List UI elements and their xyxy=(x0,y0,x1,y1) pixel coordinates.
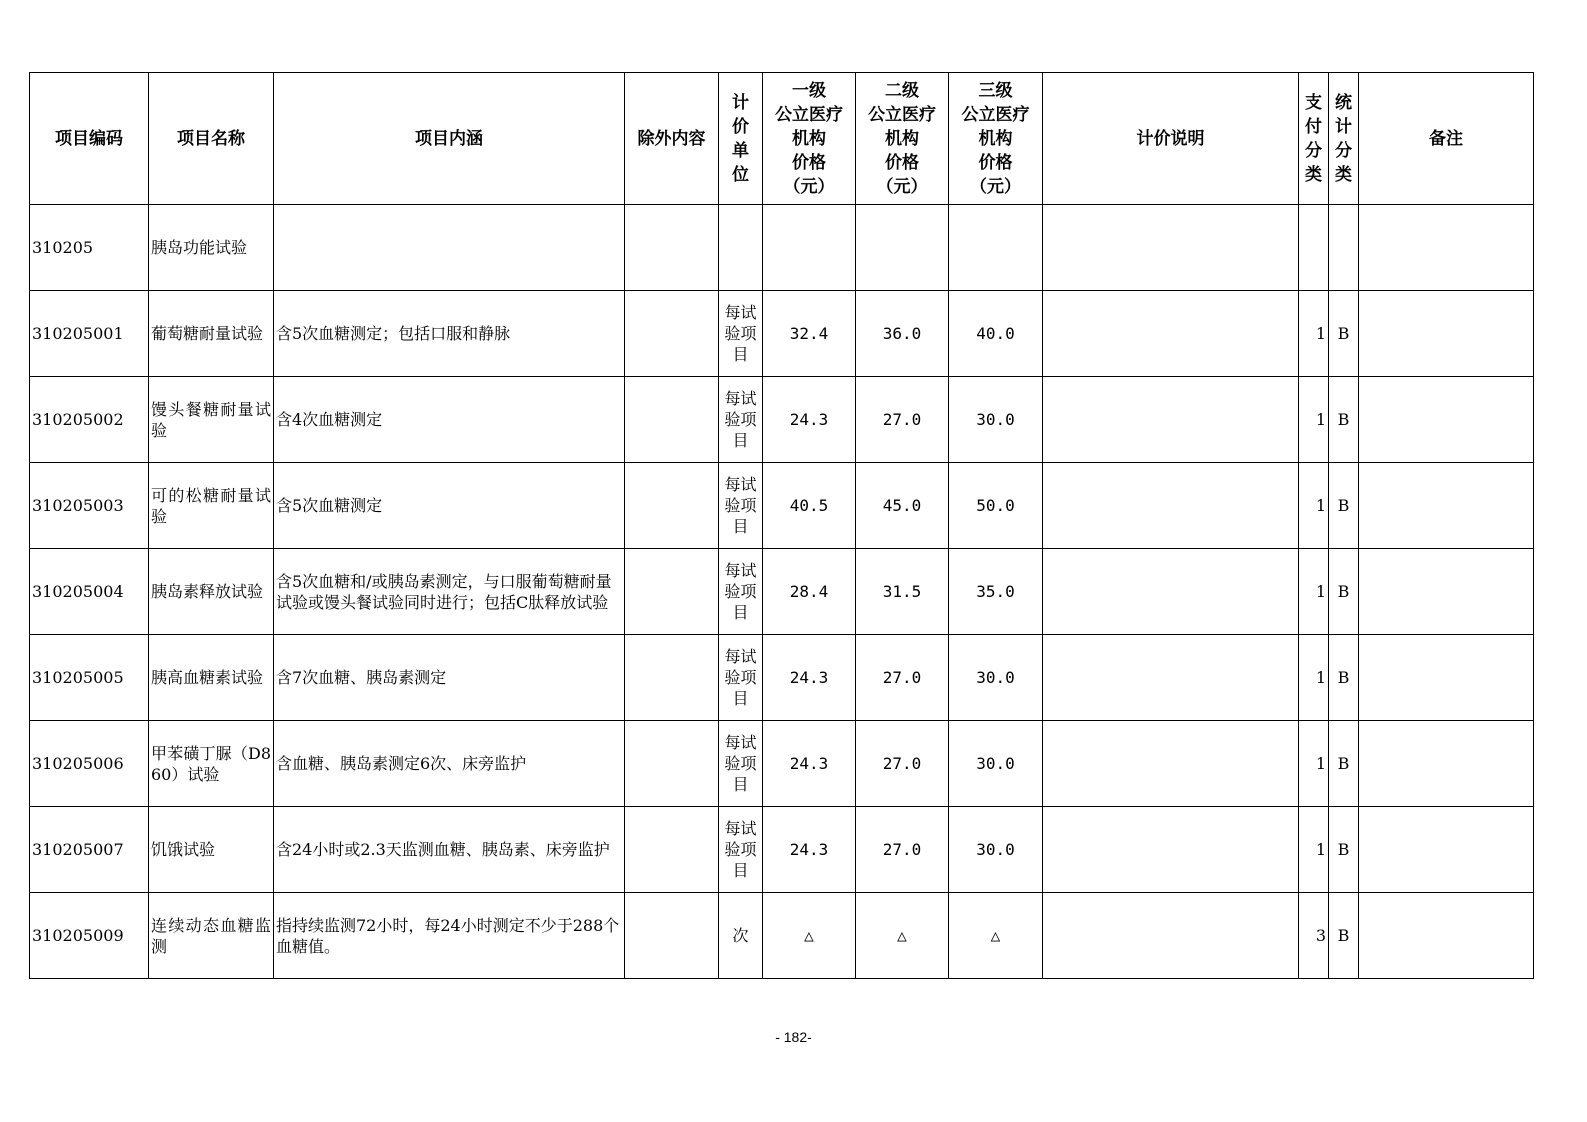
header-pricing-note: 计价说明 xyxy=(1043,73,1299,205)
cell-name: 可的松糖耐量试验 xyxy=(149,463,274,549)
cell-code: 310205004 xyxy=(30,549,149,635)
cell-name: 甲苯磺丁脲（D860）试验 xyxy=(149,721,274,807)
cell-pricing-note xyxy=(1043,893,1299,979)
cell-name: 胰岛功能试验 xyxy=(149,205,274,291)
cell-price-level2: 45.0 xyxy=(856,463,949,549)
cell-remark xyxy=(1359,549,1534,635)
cell-content: 指持续监测72小时，每24小时测定不少于288个血糖值。 xyxy=(274,893,625,979)
cell-content: 含4次血糖测定 xyxy=(274,377,625,463)
cell-remark xyxy=(1359,893,1534,979)
table-row xyxy=(30,807,1534,893)
table-row xyxy=(30,463,1534,549)
cell-remark xyxy=(1359,463,1534,549)
cell-content: 含5次血糖测定；包括口服和静脉 xyxy=(274,291,625,377)
cell-price-level1: 24.3 xyxy=(763,807,856,893)
cell-pricing-note xyxy=(1043,721,1299,807)
cell-price-level3: 30.0 xyxy=(949,721,1043,807)
cell-price-level1 xyxy=(763,205,856,291)
cell-remark xyxy=(1359,205,1534,291)
header-payment-category: 支 付 分 类 xyxy=(1299,73,1329,205)
cell-exclusion xyxy=(625,721,719,807)
cell-remark xyxy=(1359,291,1534,377)
cell-pricing-note xyxy=(1043,635,1299,721)
cell-price-level1: △ xyxy=(763,893,856,979)
table-row xyxy=(30,549,1534,635)
cell-content xyxy=(274,205,625,291)
cell-name: 连续动态血糖监测 xyxy=(149,893,274,979)
cell-code: 310205006 xyxy=(30,721,149,807)
header-remark: 备注 xyxy=(1359,73,1534,205)
cell-payment-category: 3 xyxy=(1299,893,1329,979)
cell-pricing-note xyxy=(1043,549,1299,635)
cell-price-level2: 27.0 xyxy=(856,635,949,721)
header-content: 项目内涵 xyxy=(274,73,625,205)
cell-code: 310205007 xyxy=(30,807,149,893)
cell-price-level2: 27.0 xyxy=(856,807,949,893)
cell-exclusion xyxy=(625,205,719,291)
cell-code: 310205001 xyxy=(30,291,149,377)
cell-price-level3: 35.0 xyxy=(949,549,1043,635)
cell-unit: 每试验项目 xyxy=(719,635,763,721)
cell-remark xyxy=(1359,721,1534,807)
table-body xyxy=(30,205,1534,979)
header-statistic-category: 统 计 分 类 xyxy=(1329,73,1359,205)
cell-exclusion xyxy=(625,549,719,635)
cell-exclusion xyxy=(625,635,719,721)
page-number: - 182- xyxy=(775,1029,812,1045)
cell-price-level3: 30.0 xyxy=(949,635,1043,721)
cell-content: 含5次血糖和/或胰岛素测定，与口服葡萄糖耐量试验或馒头餐试验同时进行；包括C肽释放试验 xyxy=(274,549,625,635)
cell-statistic-category xyxy=(1329,205,1359,291)
cell-price-level3: 50.0 xyxy=(949,463,1043,549)
cell-remark xyxy=(1359,635,1534,721)
cell-payment-category xyxy=(1299,205,1329,291)
cell-exclusion xyxy=(625,463,719,549)
cell-name: 胰高血糖素试验 xyxy=(149,635,274,721)
cell-content: 含7次血糖、胰岛素测定 xyxy=(274,635,625,721)
cell-statistic-category: B xyxy=(1329,893,1359,979)
cell-unit xyxy=(719,205,763,291)
cell-price-level1: 32.4 xyxy=(763,291,856,377)
cell-price-level3: 30.0 xyxy=(949,377,1043,463)
header-price-level3: 三级 公立医疗 机构 价格 （元） xyxy=(949,73,1043,205)
cell-remark xyxy=(1359,807,1534,893)
header-row xyxy=(30,73,1534,205)
cell-name: 馒头餐糖耐量试验 xyxy=(149,377,274,463)
cell-price-level1: 28.4 xyxy=(763,549,856,635)
cell-code: 310205009 xyxy=(30,893,149,979)
cell-payment-category: 1 xyxy=(1299,463,1329,549)
cell-price-level2: 27.0 xyxy=(856,721,949,807)
cell-statistic-category: B xyxy=(1329,463,1359,549)
cell-price-level2: △ xyxy=(856,893,949,979)
cell-payment-category: 1 xyxy=(1299,635,1329,721)
cell-pricing-note xyxy=(1043,807,1299,893)
cell-pricing-note xyxy=(1043,463,1299,549)
header-unit: 计 价 单 位 xyxy=(719,73,763,205)
table-row xyxy=(30,377,1534,463)
table-row xyxy=(30,893,1534,979)
cell-code: 310205002 xyxy=(30,377,149,463)
cell-statistic-category: B xyxy=(1329,721,1359,807)
cell-content: 含24小时或2.3天监测血糖、胰岛素、床旁监护 xyxy=(274,807,625,893)
cell-price-level1: 24.3 xyxy=(763,721,856,807)
cell-remark xyxy=(1359,377,1534,463)
cell-code: 310205 xyxy=(30,205,149,291)
cell-name: 胰岛素释放试验 xyxy=(149,549,274,635)
table-row xyxy=(30,721,1534,807)
cell-price-level3 xyxy=(949,205,1043,291)
cell-exclusion xyxy=(625,807,719,893)
price-table xyxy=(29,72,1534,979)
cell-price-level3: △ xyxy=(949,893,1043,979)
cell-pricing-note xyxy=(1043,205,1299,291)
cell-price-level1: 40.5 xyxy=(763,463,856,549)
cell-unit: 每试验项目 xyxy=(719,721,763,807)
cell-name: 饥饿试验 xyxy=(149,807,274,893)
cell-price-level2 xyxy=(856,205,949,291)
cell-exclusion xyxy=(625,291,719,377)
cell-statistic-category: B xyxy=(1329,377,1359,463)
header-name: 项目名称 xyxy=(149,73,274,205)
header-price-level1: 一级 公立医疗 机构 价格 （元） xyxy=(763,73,856,205)
cell-payment-category: 1 xyxy=(1299,721,1329,807)
cell-unit: 每试验项目 xyxy=(719,377,763,463)
cell-price-level3: 30.0 xyxy=(949,807,1043,893)
cell-unit: 次 xyxy=(719,893,763,979)
table-row xyxy=(30,635,1534,721)
table-row xyxy=(30,205,1534,291)
cell-exclusion xyxy=(625,377,719,463)
cell-statistic-category: B xyxy=(1329,635,1359,721)
cell-code: 310205003 xyxy=(30,463,149,549)
cell-payment-category: 1 xyxy=(1299,377,1329,463)
cell-name: 葡萄糖耐量试验 xyxy=(149,291,274,377)
cell-price-level2: 27.0 xyxy=(856,377,949,463)
cell-unit: 每试验项目 xyxy=(719,463,763,549)
cell-pricing-note xyxy=(1043,377,1299,463)
cell-statistic-category: B xyxy=(1329,549,1359,635)
cell-content: 含血糖、胰岛素测定6次、床旁监护 xyxy=(274,721,625,807)
table-row xyxy=(30,291,1534,377)
cell-exclusion xyxy=(625,893,719,979)
cell-payment-category: 1 xyxy=(1299,291,1329,377)
cell-price-level2: 36.0 xyxy=(856,291,949,377)
cell-price-level2: 31.5 xyxy=(856,549,949,635)
cell-unit: 每试验项目 xyxy=(719,291,763,377)
cell-price-level1: 24.3 xyxy=(763,377,856,463)
cell-statistic-category: B xyxy=(1329,807,1359,893)
header-exclusion: 除外内容 xyxy=(625,73,719,205)
cell-statistic-category: B xyxy=(1329,291,1359,377)
header-price-level2: 二级 公立医疗 机构 价格 （元） xyxy=(856,73,949,205)
cell-unit: 每试验项目 xyxy=(719,807,763,893)
cell-code: 310205005 xyxy=(30,635,149,721)
header-code: 项目编码 xyxy=(30,73,149,205)
cell-pricing-note xyxy=(1043,291,1299,377)
cell-price-level1: 24.3 xyxy=(763,635,856,721)
cell-content: 含5次血糖测定 xyxy=(274,463,625,549)
cell-payment-category: 1 xyxy=(1299,549,1329,635)
cell-unit: 每试验项目 xyxy=(719,549,763,635)
cell-payment-category: 1 xyxy=(1299,807,1329,893)
cell-price-level3: 40.0 xyxy=(949,291,1043,377)
